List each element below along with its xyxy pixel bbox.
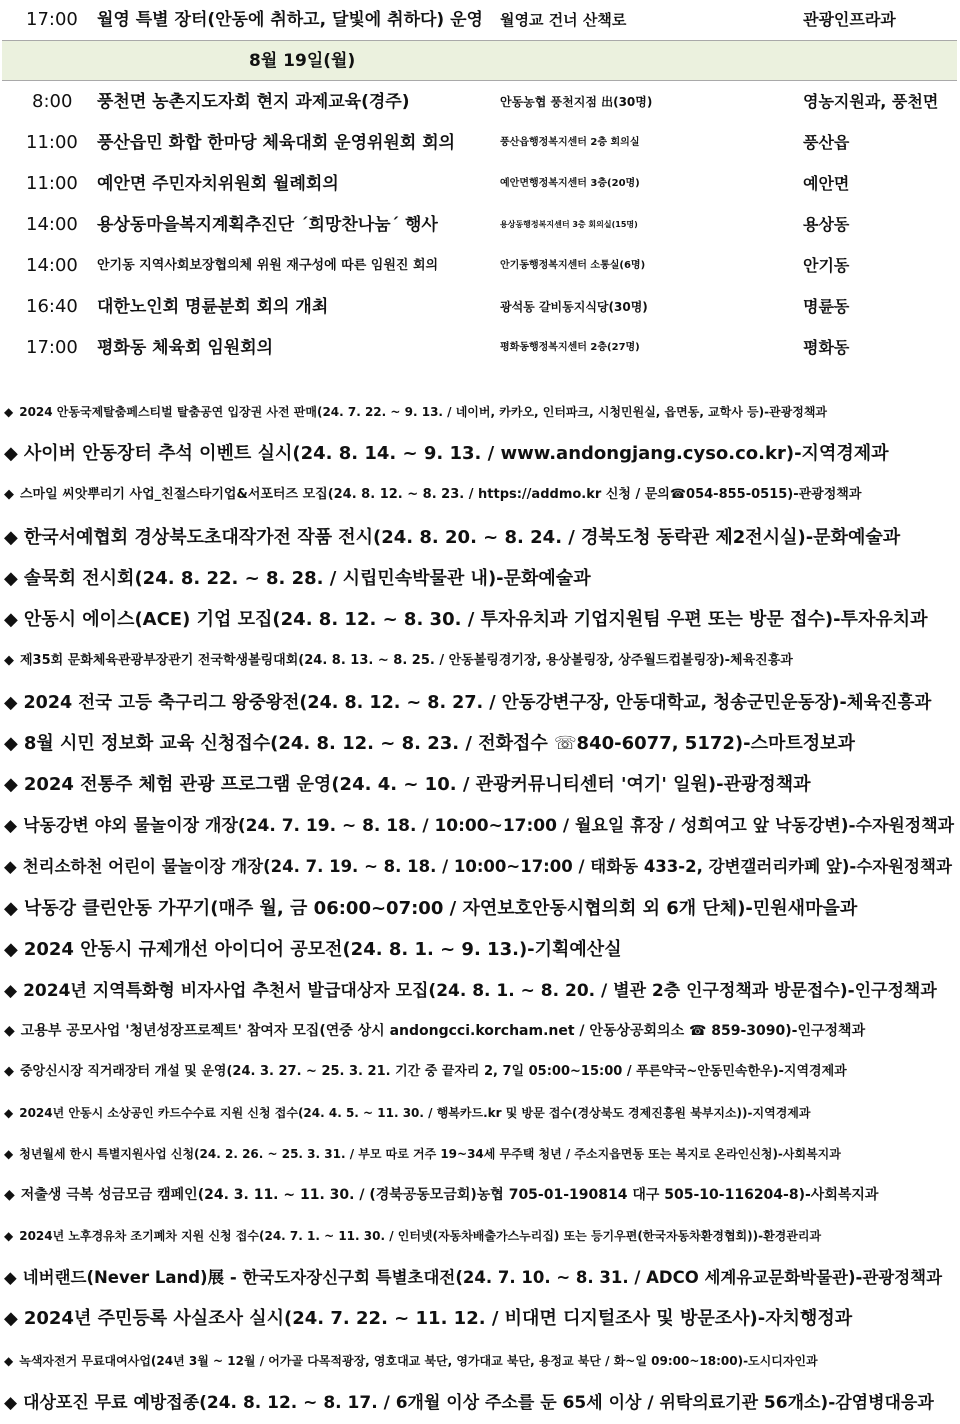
- notice-item: [4, 1388, 956, 1418]
- notice-text: 2024년 안동시 소상공인 카드수수료 지원 신청 접수(24. 4. 5. ~ 11. 30. / 행복카드.kr 및 방문 접수(경상북도 경제진흥원 북부지소))-지역경제과: [19, 1106, 811, 1120]
- row-event: 월영 특별 장터(안동에 취하고, 달빛에 취하다) 운영: [97, 10, 483, 30]
- notice-item: [4, 439, 956, 469]
- notice-item: [4, 770, 956, 800]
- diamond-bullet-icon: ◆: [4, 898, 18, 919]
- notice-item: [4, 1183, 956, 1207]
- row-time: 17:00: [26, 337, 78, 358]
- notice-text: 네버랜드(Never Land)展 - 한국도자장신구회 특별초대전(24. 7. 10. ~ 8. 31. / ADCO 세계유교문화박물관)-관광정책과: [22, 1268, 943, 1287]
- row-dept: 명륜동: [803, 297, 850, 316]
- row-time: 11:00: [26, 173, 78, 194]
- notice-text: 솔묵회 전시회(24. 8. 22. ~ 8. 28. / 시립민속박물관 내)-문화예술과: [23, 568, 591, 589]
- notice-item: [4, 1060, 956, 1084]
- schedule-row: [0, 287, 960, 327]
- notice-text: 저출생 극복 성금모금 캠페인(24. 3. 11. ~ 11. 30. / (경북공동모금회)농협 705-01-190814 대구 505-10-116204-8)-사회복지과: [20, 1187, 879, 1203]
- notice-text: 스마일 씨앗뿌리기 사업_친절스타기업&서포터즈 모집(24. 8. 12. ~ 8. 23. / https://addmo.kr 신청 / 문의☎054-855-0515)-관광정책과: [20, 487, 862, 502]
- notice-text: 안동시 에이스(ACE) 기업 모집(24. 8. 12. ~ 8. 30. / 투자유치과 기업지원팀 우편 또는 방문 접수)-투자유치과: [23, 609, 928, 630]
- diamond-bullet-icon: ◆: [4, 693, 18, 713]
- schedule-row: [0, 205, 960, 245]
- notice-text: 2024 전국 고등 축구리그 왕중왕전(24. 8. 12. ~ 8. 27. / 안동강변구장, 안동대학교, 청송군민운동장)-체육진흥과: [23, 693, 932, 713]
- notice-item: [4, 852, 956, 882]
- row-time: 16:40: [26, 296, 78, 317]
- schedule-row: [0, 82, 960, 122]
- diamond-bullet-icon: ◆: [4, 981, 18, 1001]
- row-dept: 영농지원과, 풍천면: [803, 92, 939, 111]
- schedule-row: [0, 246, 960, 286]
- diamond-bullet-icon: ◆: [4, 568, 18, 589]
- schedule-row: [0, 123, 960, 163]
- notice-item: [4, 605, 956, 635]
- date-header-band: [2, 40, 957, 81]
- row-dept: 예안면: [803, 174, 850, 193]
- diamond-bullet-icon: ◆: [4, 1106, 14, 1120]
- row-place: 평화동행정복지센터 2층(27명): [500, 342, 640, 353]
- notice-item: [4, 523, 956, 553]
- diamond-bullet-icon: ◆: [4, 527, 18, 548]
- diamond-bullet-icon: ◆: [4, 1064, 14, 1079]
- notice-item: [4, 649, 956, 673]
- notice-text: 2024 전통주 체험 관광 프로그램 운영(24. 4. ~ 10. / 관광커뮤니티센터 '여기' 일원)-관광정책과: [23, 774, 811, 795]
- row-event: 평화동 체육회 임원회의: [97, 338, 274, 358]
- notice-item: [4, 1349, 956, 1373]
- diamond-bullet-icon: ◆: [4, 733, 18, 754]
- notice-text: 사이버 안동장터 추석 이벤트 실시(24. 8. 14. ~ 9. 13. / www.andongjang.cyso.co.kr)-지역경제과: [23, 443, 889, 464]
- notice-item: [4, 400, 956, 424]
- notice-text: 제35회 문화체육관광부장관기 전국학생볼링대회(24. 8. 13. ~ 8. 25. / 안동볼링경기장, 용상볼링장, 상주월드컵볼링장)-체육진흥과: [20, 653, 793, 668]
- notice-item: [4, 976, 956, 1006]
- row-event: 예안면 주민자치위원회 월례회의: [97, 174, 339, 194]
- notice-text: 2024년 지역특화형 비자사업 추천서 발급대상자 모집(24. 8. 1. ~ 8. 20. / 별관 2층 인구정책과 방문접수)-인구정책과: [23, 981, 937, 1001]
- diamond-bullet-icon: ◆: [4, 1023, 15, 1039]
- diamond-bullet-icon: ◆: [4, 443, 18, 464]
- schedule-row: [0, 164, 960, 204]
- notice-text: 고용부 공모사업 '청년성장프로젝트' 참여자 모집(연중 상시 andongcci.korcham.net / 안동상공회의소 ☎ 859-3090)-인구정책과: [20, 1023, 866, 1039]
- notice-text: 대상포진 무료 예방접종(24. 8. 12. ~ 8. 17. / 6개월 이상 주소를 둔 65세 이상 / 위탁의료기관 56개소)-감염병대응과: [23, 1393, 934, 1413]
- notice-item: [4, 1263, 956, 1293]
- row-time: 11:00: [26, 132, 78, 153]
- row-place: 광석동 갈비동지식당(30명): [500, 300, 648, 314]
- notice-item: [4, 894, 956, 924]
- diamond-bullet-icon: ◆: [4, 857, 17, 876]
- notice-item: [4, 1224, 956, 1248]
- row-event: 풍천면 농촌지도자회 현지 과제교육(경주): [97, 92, 410, 112]
- notice-text: 중앙신시장 직거래장터 개설 및 운영(24. 3. 27. ~ 25. 3. 21. 기간 중 끝자리 2, 7일 05:00~15:00 / 푸른약국~안동민속한우)-지역경제과: [20, 1064, 847, 1079]
- row-place: 예안면행정복지센터 3층(20명): [500, 178, 640, 189]
- row-place: 안기동행정복지센터 소통실(6명): [500, 260, 646, 271]
- schedule-row: [0, 328, 960, 368]
- notice-item: [4, 688, 956, 718]
- row-event: 대한노인회 명륜분회 회의 개최: [97, 297, 329, 317]
- schedule-row: [0, 0, 960, 40]
- diamond-bullet-icon: ◆: [4, 609, 18, 630]
- diamond-bullet-icon: ◆: [4, 487, 14, 502]
- diamond-bullet-icon: ◆: [4, 1354, 14, 1368]
- row-event: 안기동 지역사회보장협의체 위원 재구성에 따른 임원진 회의: [97, 258, 439, 273]
- notice-text: 천리소하천 어린이 물놀이장 개장(24. 7. 19. ~ 8. 18. / 10:00~17:00 / 태화동 433-2, 강변갤러리카페 앞)-수자원정책과: [22, 857, 952, 876]
- diamond-bullet-icon: ◆: [4, 1393, 18, 1413]
- notice-text: 낙동강 클린안동 가꾸기(매주 월, 금 06:00~07:00 / 자연보호안동시협의회 외 6개 단체)-민원새마을과: [23, 898, 858, 919]
- notice-item: [4, 729, 956, 759]
- notice-item: [4, 1142, 956, 1166]
- row-dept: 용상동: [803, 215, 850, 234]
- row-event: 용상동마을복지계획추진단 ´희망찬나눔´ 행사: [97, 215, 438, 235]
- diamond-bullet-icon: ◆: [4, 1229, 14, 1243]
- diamond-bullet-icon: ◆: [4, 1308, 18, 1329]
- notice-item: [4, 811, 956, 841]
- row-dept: 풍산읍: [803, 133, 850, 152]
- diamond-bullet-icon: ◆: [4, 1268, 17, 1287]
- notice-text: 낙동강변 야외 물놀이장 개장(24. 7. 19. ~ 8. 18. / 10:00~17:00 / 월요일 휴장 / 성희여고 앞 낙동강변)-수자원정책과: [23, 816, 955, 836]
- diamond-bullet-icon: ◆: [4, 405, 14, 419]
- notice-text: 한국서예협회 경상북도초대작가전 작품 전시(24. 8. 20. ~ 8. 24. / 경북도청 동락관 제2전시실)-문화예술과: [23, 527, 901, 548]
- diamond-bullet-icon: ◆: [4, 774, 18, 795]
- notice-text: 청년월세 한시 특별지원사업 신청(24. 2. 26. ~ 25. 3. 31. / 부모 따로 거주 19~34세 무주택 청년 / 주소지읍면동 또는 복지로 온라인신청)-사회복지과: [19, 1147, 841, 1161]
- diamond-bullet-icon: ◆: [4, 939, 18, 960]
- row-place: 안동농협 풍천지점 出(30명): [500, 95, 653, 109]
- row-dept: 안기동: [803, 256, 850, 275]
- row-place: 월영교 건너 산책로: [500, 11, 627, 29]
- diamond-bullet-icon: ◆: [4, 816, 18, 836]
- row-time: 17:00: [26, 9, 78, 30]
- diamond-bullet-icon: ◆: [4, 1147, 14, 1161]
- notice-item: [4, 483, 956, 507]
- diamond-bullet-icon: ◆: [4, 653, 14, 668]
- row-place: 용상동행정복지센터 3층 회의실(15명): [500, 220, 638, 229]
- notice-item: [4, 564, 956, 594]
- notice-item: [4, 1304, 956, 1334]
- row-event: 풍산읍민 화합 한마당 체육대회 운영위원회 회의: [97, 133, 456, 153]
- row-dept: 평화동: [803, 338, 850, 357]
- row-time: 14:00: [26, 255, 78, 276]
- notice-text: 8월 시민 정보화 교육 신청접수(24. 8. 12. ~ 8. 23. / 전화접수 ☏840-6077, 5172)-스마트정보과: [23, 733, 855, 754]
- notice-text: 2024 안동시 규제개선 아이디어 공모전(24. 8. 1. ~ 9. 13.)-기획예산실: [23, 939, 622, 960]
- notice-item: [4, 935, 956, 965]
- diamond-bullet-icon: ◆: [4, 1187, 15, 1203]
- row-dept: 관광인프라과: [803, 10, 896, 29]
- notice-text: 2024년 주민등록 사실조사 실시(24. 7. 22. ~ 11. 12. / 비대면 디지털조사 및 방문조사)-자치행정과: [23, 1308, 853, 1329]
- date-header: 8월 19일(월): [249, 51, 356, 71]
- row-place: 풍산읍행정복지센터 2층 회의실: [500, 137, 640, 148]
- notice-item: [4, 1019, 956, 1043]
- notice-text: 2024년 노후경유차 조기폐차 지원 신청 접수(24. 7. 1. ~ 11. 30. / 인터넷(자동차배출가스누리집) 또는 등기우편(한국자동차환경협회))-환경관리과: [19, 1229, 822, 1243]
- row-time: 8:00: [32, 91, 73, 112]
- notice-text: 녹색자전거 무료대여사업(24년 3월 ~ 12월 / 어가골 다목적광장, 영호대교 북단, 영가대교 북단, 용정교 북단 / 화~일 09:00~18:00)-도시디자인과: [19, 1354, 818, 1368]
- notice-text: 2024 안동국제탈춤페스티벌 탈춤공연 입장권 사전 판매(24. 7. 22. ~ 9. 13. / 네이버, 카카오, 인터파크, 시청민원실, 읍면동, 교학사 등)-관광정책과: [19, 405, 828, 419]
- notice-item: [4, 1101, 956, 1125]
- row-time: 14:00: [26, 214, 78, 235]
